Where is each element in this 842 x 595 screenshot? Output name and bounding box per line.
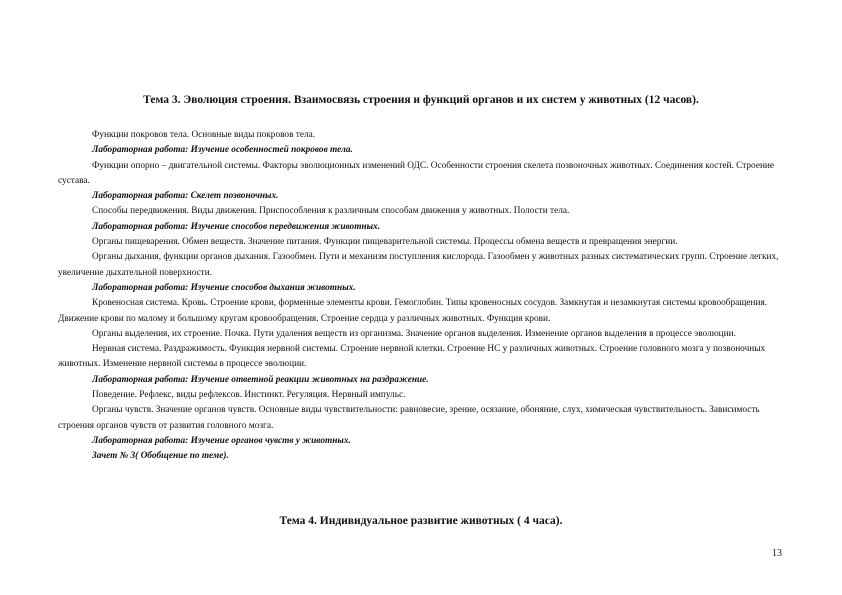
paragraph: Органы выделения, их строение. Почка. Пути удаления веществ из организма. Значение органов выделения. Изменение органов выделения в процессе эволюции. [92, 328, 736, 339]
paragraph: Способы передвижения. Виды движения. Приспособления к различным способам движения у животных. Полости тела. [92, 206, 570, 217]
page-number: 13 [772, 548, 782, 559]
paragraph: Органы чувств. Значение органов чувств. Основные виды чувствительности: равновесие, зрение, осязание, обоняние, слух, химическая чувствительность. Зависимость строения органов чувств от развития головного мозга. [58, 405, 760, 431]
section-body [58, 128, 784, 465]
paragraph: Функции покровов тела. Основные виды покровов тела. [92, 130, 316, 140]
lab-work-line: Лабораторная работа: Изучение особенностей покровов тела. [92, 145, 353, 156]
paragraph: Органы дыхания, функции органов дыхания. Газообмен. Пути и механизм поступления кислорода. Газообмен у животных разных систематических групп. Строение легких, увеличение дыхательной поверхности. [58, 252, 779, 278]
next-section-title: Тема 4. Индивидуальное развитие животных ( 4 часа). [279, 515, 563, 527]
test-line: Зачет № 3( Обобщение по теме). [92, 451, 229, 462]
lab-work-line: Лабораторная работа: Изучение ответной реакции животных на раздражение. [92, 374, 429, 385]
lab-work-line: Лабораторная работа: Скелет позвоночных. [92, 191, 279, 202]
paragraph: Поведение. Рефлекс, виды рефлексов. Инстинкт. Регуляция. Нервный импульс. [92, 390, 406, 401]
paragraph: Кровеносная система. Кровь. Строение крови, форменные элементы крови. Гемоглобин. Типы кровеносных сосудов. Замкнутая и незамкнутая системы кровообращения. Движение крови по малому и большому кругам кровообращения. Строение сердца у различных животных. Функция крови. [58, 298, 768, 324]
paragraph: Нервная система. Раздражимость. Функция нервной системы. Строение нервной клетки. Строение НС у различных животных. Строение головного мозга у позвоночных животных. Изменение нервной системы в процессе эволюции. [58, 344, 766, 370]
lab-work-line: Лабораторная работа: Изучение способов передвижения животных. [92, 221, 381, 232]
section-title: Тема 3. Эволюция строения. Взаимосвязь строения и функций органов и их систем у животных (12 часов). [143, 94, 699, 106]
lab-work-line: Лабораторная работа: Изучение органов чувств у животных. [92, 435, 351, 446]
paragraph: Функции опорно – двигательной системы. Факторы эволюционных изменений ОДС. Особенности строения скелета позвоночных животных. Соединения костей. Строение сустава. [58, 160, 775, 186]
paragraph: Органы пищеварения. Обмен веществ. Значение питания. Функции пищеварительной системы. Процессы обмена веществ и превращения энергии. [92, 237, 678, 248]
lab-work-line: Лабораторная работа: Изучение способов дыхания животных. [92, 282, 356, 293]
